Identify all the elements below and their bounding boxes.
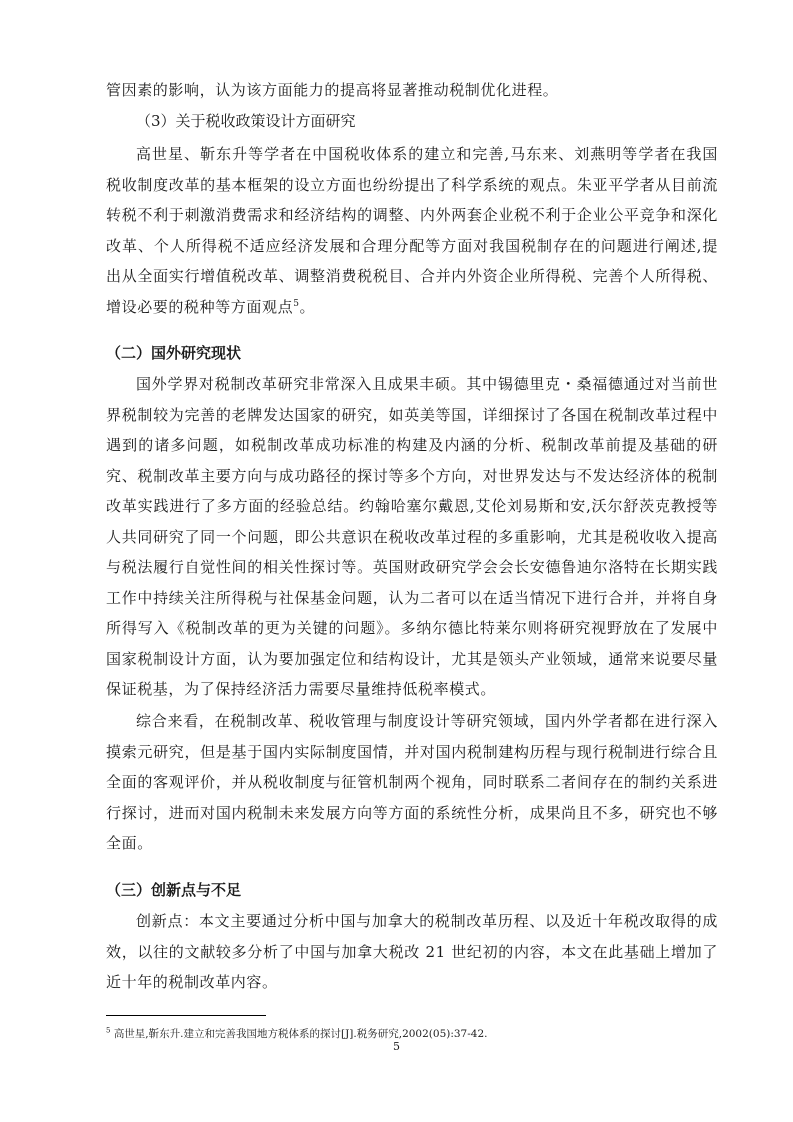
paragraph-continued: 管因素的影响，认为该方面能力的提高将显著推动税制优化进程。: [106, 81, 559, 99]
footnote-reference[interactable]: 5: [293, 298, 300, 309]
paragraph-tax-policy-end: 。: [299, 297, 316, 316]
subheading-tax-policy-design: （3）关于税收政策设计方面研究: [136, 112, 356, 130]
page-number: 5: [393, 1040, 400, 1053]
section-heading-innovation: （三）创新点与不足: [106, 881, 242, 899]
paragraph-tax-policy-text: 高世星、靳东升等学者在中国税收体系的建立和完善,马东来、刘燕明等学者在我国税收制度改革的基本框架的设立方面也纷纷提出了科学系统的观点。朱亚平学者从目前流转税不利于刺激消费需求和经济结构的调整、内外两套企业税不利于企业公平竞争和深化改革、个人所得税不适应经济发展和合理分配等方面对我国税制存在的问题进行阐述,提出从全面实行增值税改革、调整消费税税目、合并内外资企业所得税、完善个人所得税、增设必要的税种等方面观点: [106, 145, 718, 316]
footnote-divider: [106, 1015, 266, 1016]
footnote: [106, 1026, 487, 1041]
paragraph-summary: 综合来看，在税制改革、税收管理与制度设计等研究领域，国内外学者都在进行深入摸索元研究，但是基于国内实际制度国情，并对国内税制建构历程与现行税制进行综合且全面的客观评价，并从税收制度与征管机制两个视角，同时联系二者间存在的制约关系进行探讨，进而对国内税制未来发展方向等方面的系统性分析，成果尚且不多，研究也不够全面。: [106, 712, 718, 852]
footnote-text: 高世星,靳东升.建立和完善我国地方税体系的探讨[J].税务研究,2002(05):37-42.: [113, 1028, 488, 1040]
paragraph-foreign-research: 国外学界对税制改革研究非常深入且成果丰硕。其中锡德里克・桑福德通过对当前世界税制较为完善的老牌发达国家的研究，如英美等国，详细探讨了各国在税制改革过程中遇到的诸多问题，如税制改革成功标准的构建及内涵的分析、税制改革前提及基础的研究、税制改革主要方向与成功路径的探讨等多个方向，对世界发达与不发达经济体的税制改革实践进行了多方面的经验总结。约翰哈塞尔戴恩,艾伦刘易斯和安,沃尔舒茨克教授等人共同研究了同一个问题，即公共意识在税收改革过程的多重影响，尤其是税收收入提高与税法履行自觉性间的相关性探讨等。英国财政研究学会会长安德鲁迪尔洛特在长期实践工作中持续关注所得税与社保基金问题，认为二者可以在适当情况下进行合并，并将自身所得写入《税制改革的更为关键的问题》。多纳尔德比特莱尔则将研究视野放在了发展中国家税制设计方面，认为要加强定位和结构设计，尤其是领头产业领域，通常来说要尽量保证税基，为了保持经济活力需要尽量维持低税率模式。: [106, 375, 718, 698]
section-heading-foreign-research: （二）国外研究现状: [106, 344, 242, 362]
paragraph-tax-policy-research: [106, 139, 718, 322]
paragraph-innovation: 创新点：本文主要通过分析中国与加拿大的税制改革历程、以及近十年税改取得的成效，以往的文献较多分析了中国与加拿大税改 21 世纪初的内容，本文在此基础上增加了近十年的税制改革内容。: [106, 912, 718, 991]
footnote-number: 5: [106, 1026, 111, 1035]
